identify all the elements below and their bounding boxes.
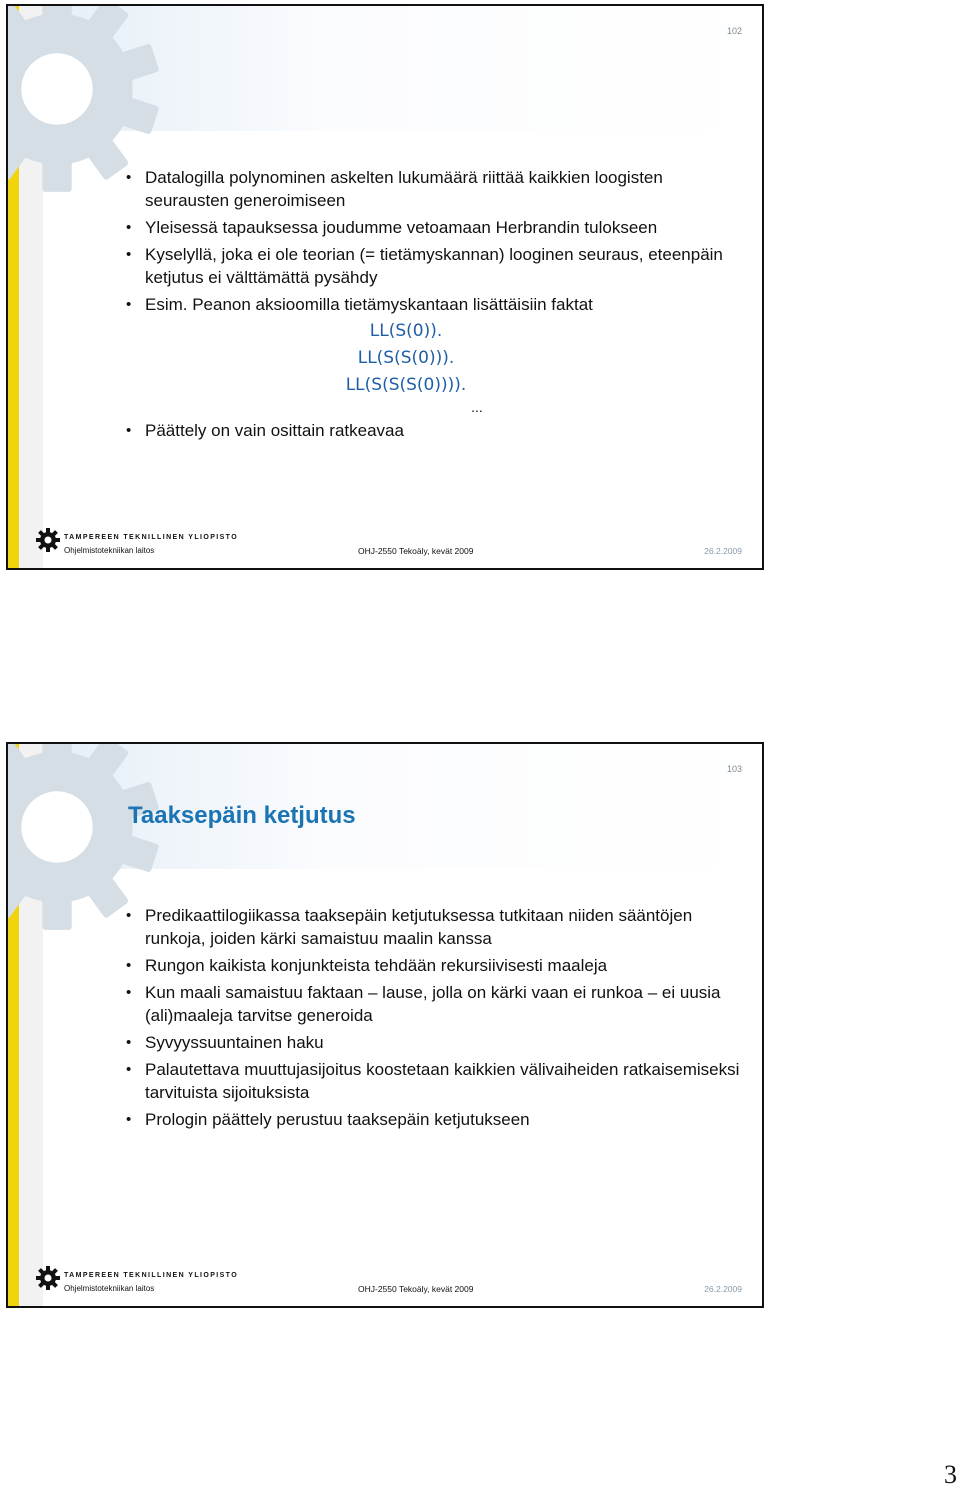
- bullet-item: • Prologin päättely perustuu taaksepäin ketjutukseen: [126, 1108, 746, 1131]
- bullet-item: • Palautettava muuttujasijoitus koostetaan kaikkien välivaiheiden ratkaisemiseksi tarvituista sijoituksista: [126, 1058, 746, 1104]
- bullet-item: • Kun maali samaistuu faktaan – lause, jolla on kärki vaan ei runkoa – ei uusia (ali)maaleja tarvitse generoida: [126, 981, 746, 1027]
- formula-block: [126, 318, 686, 415]
- page-number: 3: [944, 1460, 957, 1489]
- slide-number: 103: [726, 764, 742, 774]
- university-gear-logo-icon: [36, 528, 60, 552]
- formula-line: LL(S(S(0))).: [357, 348, 455, 368]
- slide-103: [6, 742, 764, 1308]
- slide-title: Taaksepäin ketjutus: [128, 802, 356, 829]
- footer-department: Ohjelmistotekniikan laitos: [64, 1284, 155, 1293]
- bullet-item: • Kyselyllä, joka ei ole teorian (= tietämyskannan) looginen seuraus, eteenpäin ketjutus ei välttämättä pysähdy: [126, 243, 746, 289]
- slide-number: 102: [726, 26, 742, 36]
- slide-content: [126, 166, 746, 446]
- bullet-item: • Rungon kaikista konjunkteista tehdään rekursiivisesti maaleja: [126, 954, 746, 977]
- footer-university: TAMPEREEN TEKNILLINEN YLIOPISTO: [64, 534, 239, 541]
- slide-footer: [34, 1262, 762, 1306]
- footer-course: OHJ-2550 Tekoäly, kevät 2009: [358, 546, 474, 556]
- slide-102: [6, 4, 764, 570]
- bullet-item: • Predikaattilogiikassa taaksepäin ketjutuksessa tutkitaan niiden sääntöjen runkoja, joiden kärki samaistuu maalin kanssa: [126, 904, 746, 950]
- formula-line: LL(S(0)).: [369, 321, 443, 341]
- bullet-list: [126, 904, 746, 1131]
- formula-ellipsis: ...: [471, 399, 483, 415]
- bullet-item: • Esim. Peanon aksioomilla tietämyskantaan lisättäisiin faktat: [126, 293, 746, 316]
- bullet-item: • Päättely on vain osittain ratkeavaa: [126, 419, 746, 442]
- bullet-item: • Yleisessä tapauksessa joudumme vetoamaan Herbrandin tulokseen: [126, 216, 746, 239]
- bullet-item: • Syvyyssuuntainen haku: [126, 1031, 746, 1054]
- footer-date: 26.2.2009: [704, 546, 742, 556]
- slide-footer: [34, 524, 762, 568]
- university-gear-logo-icon: [36, 1266, 60, 1290]
- slide-content: [126, 904, 746, 1135]
- footer-course: OHJ-2550 Tekoäly, kevät 2009: [358, 1284, 474, 1294]
- footer-department: Ohjelmistotekniikan laitos: [64, 546, 155, 555]
- formula-line: LL(S(S(S(0)))).: [345, 375, 467, 395]
- footer-date: 26.2.2009: [704, 1284, 742, 1294]
- bullet-list: [126, 166, 746, 316]
- bullet-list: [126, 419, 746, 442]
- bullet-item: • Datalogilla polynominen askelten lukumäärä riittää kaikkien loogisten seurausten generoimiseen: [126, 166, 746, 212]
- footer-university: TAMPEREEN TEKNILLINEN YLIOPISTO: [64, 1272, 239, 1279]
